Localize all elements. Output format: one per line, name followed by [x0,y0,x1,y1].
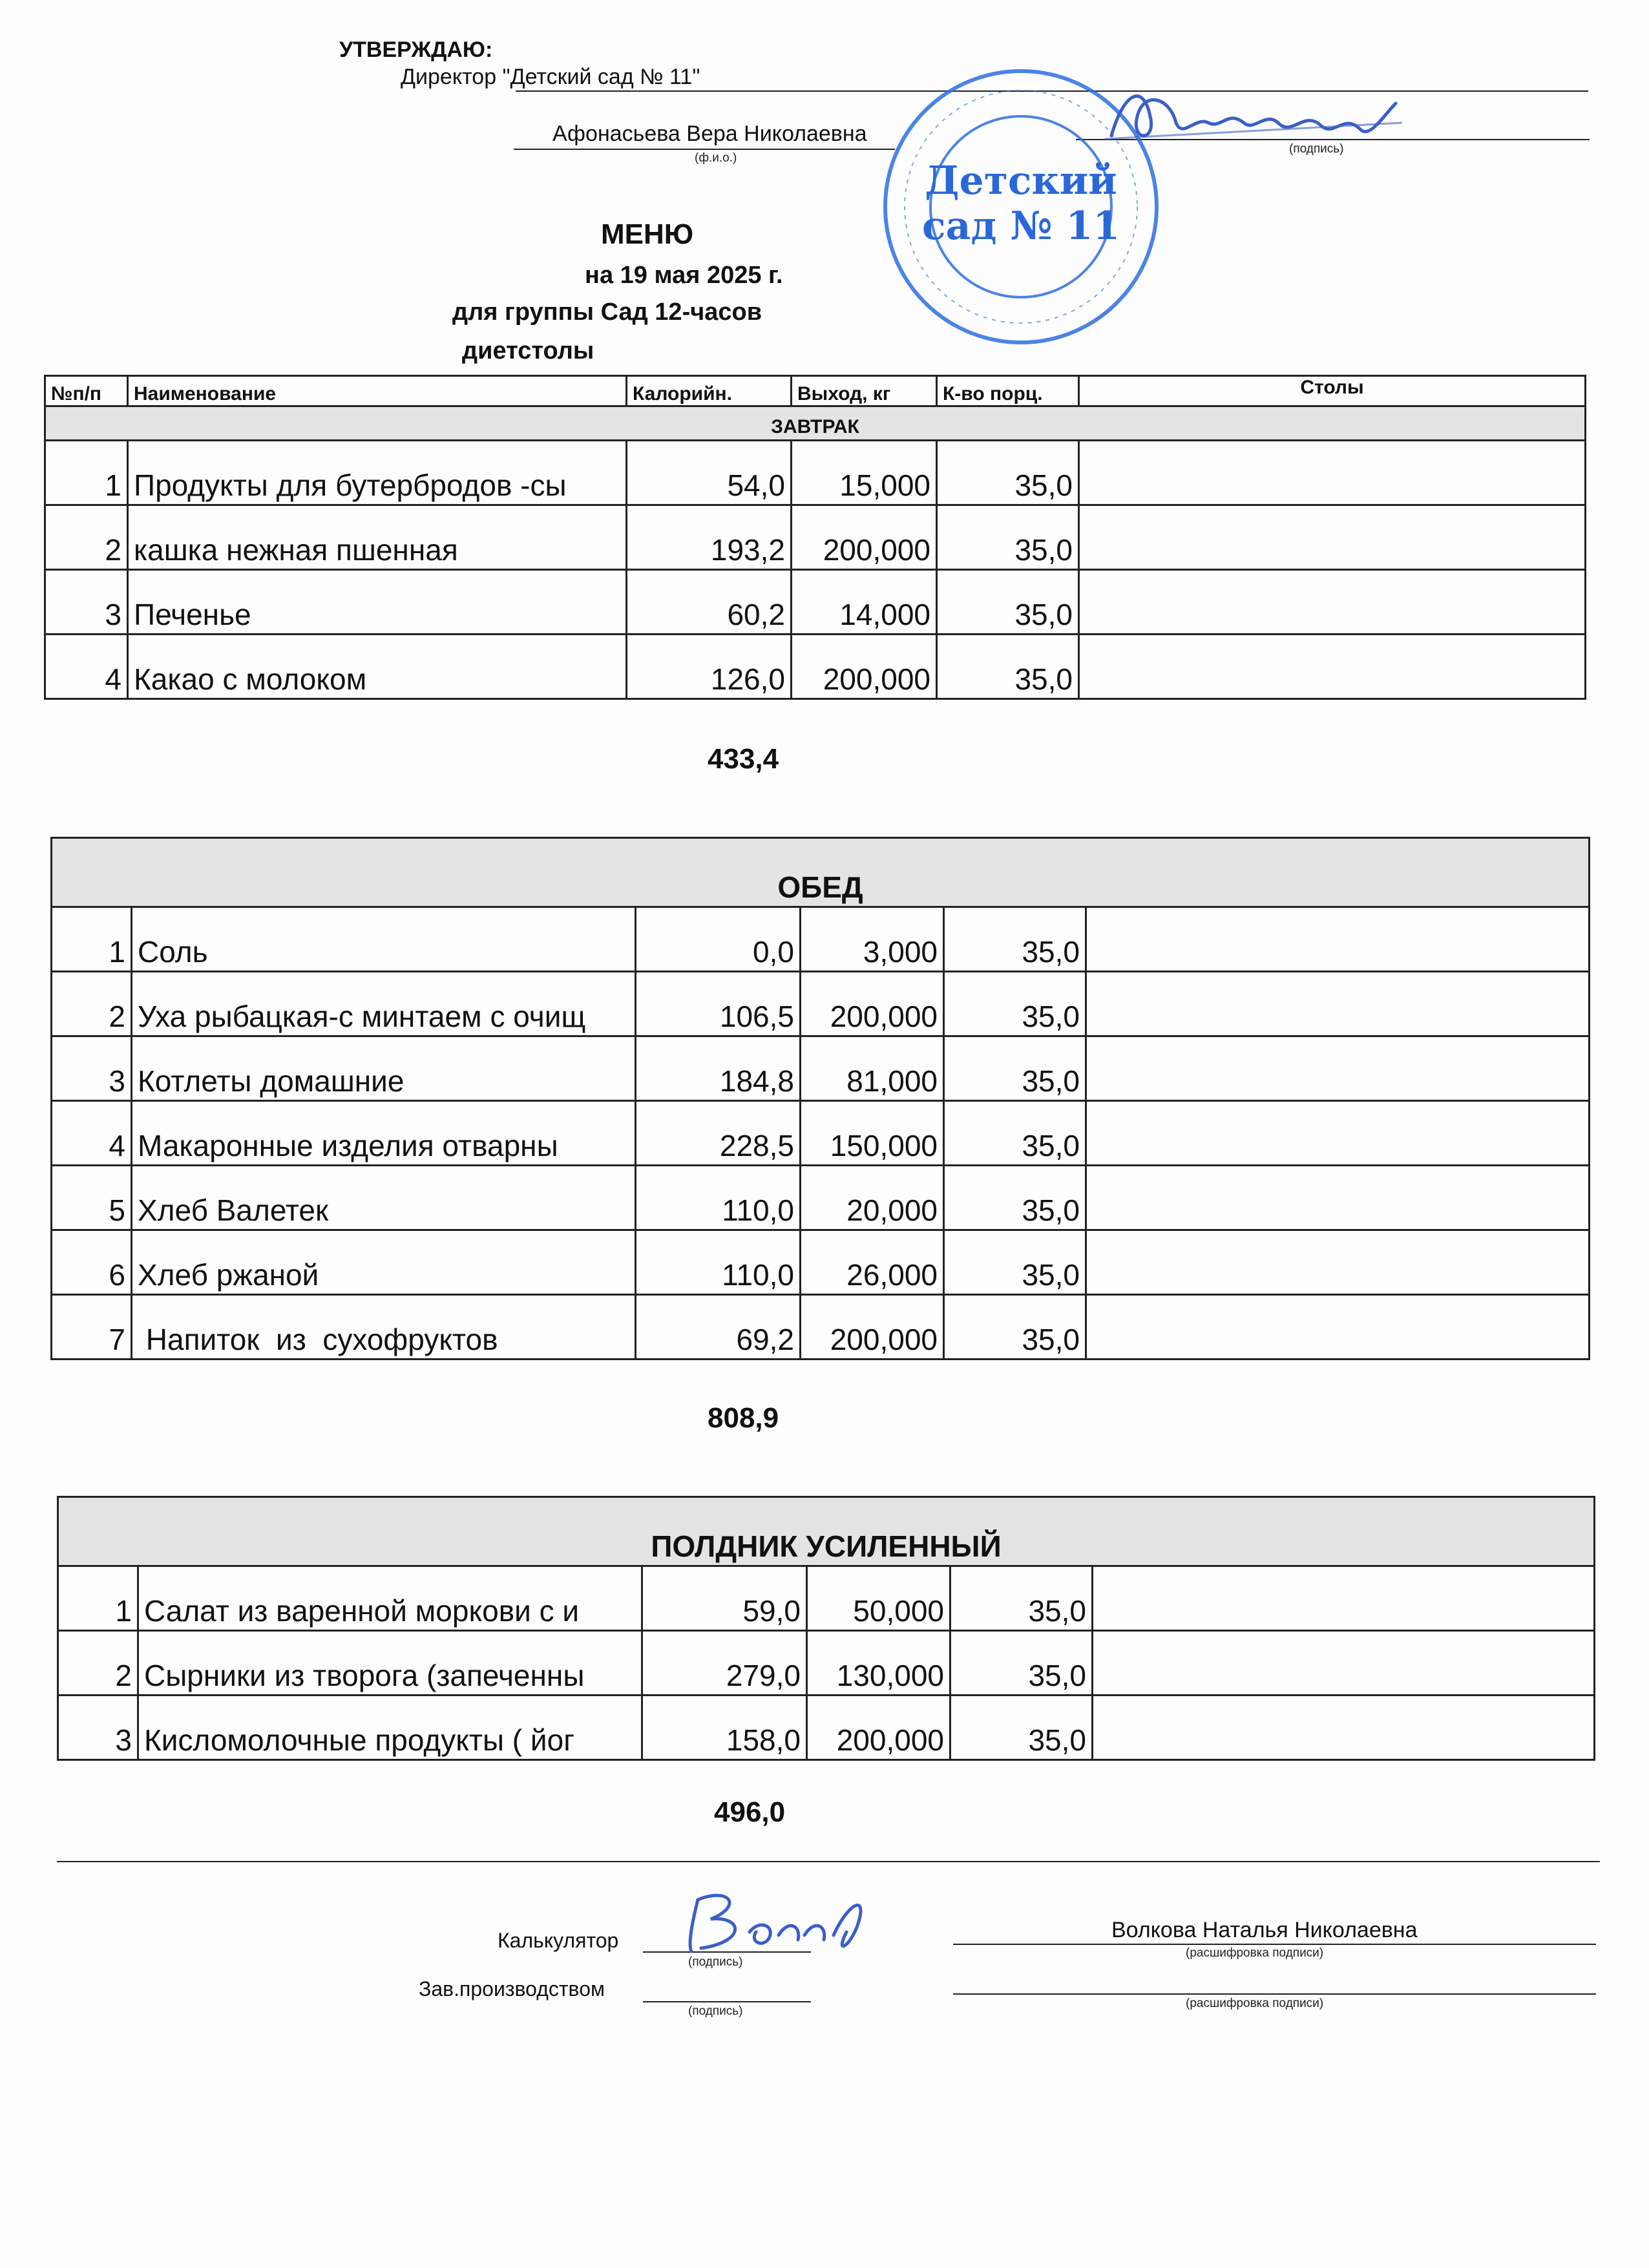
dish-output: 200,000 [792,635,937,699]
table-row [52,1230,1590,1295]
stamp-line1: Детский [925,158,1117,204]
dish-calories: 0,0 [636,907,801,972]
dish-calories: 228,5 [636,1101,801,1166]
dish-calories: 59,0 [642,1566,807,1631]
dish-name: Напиток из сухофруктов [132,1295,636,1360]
col-calories-header: Калорийн. [627,376,792,406]
table-row [45,570,1586,635]
dish-name: Кисломолочные продукты ( йог [138,1696,642,1760]
fio-caption: (ф.и.о.) [695,151,737,165]
snack-total: 496,0 [714,1796,786,1828]
director-name: Афонасьева Вера Николаевна [552,121,867,146]
dish-tables [1086,1166,1590,1230]
menu-diet: диетстолы [462,337,594,364]
row-number: 7 [52,1295,132,1360]
table-row [52,972,1590,1036]
calculator-signature [672,1880,892,1964]
dish-tables [1079,635,1586,699]
dish-output: 200,000 [801,1295,944,1360]
approval-title: УТВЕРЖДАЮ: [339,37,493,62]
dish-name: Сырники из творога (запеченны [138,1631,642,1696]
dish-output: 130,000 [807,1631,951,1696]
dish-calories: 158,0 [642,1696,807,1760]
menu-group: для группы Сад 12-часов [452,299,762,326]
section-row [52,838,1590,907]
calculator-label: Калькулятор [498,1929,619,1952]
production-sign-caption: (подпись) [688,2004,743,2018]
dish-name: кашка нежная пшенная [128,505,627,570]
dish-output: 26,000 [801,1230,944,1295]
dish-name: Макаронные изделия отварны [132,1101,636,1166]
calculator-sign-caption: (подпись) [688,1955,743,1969]
dish-tables [1086,1295,1590,1360]
row-number: 1 [45,441,128,505]
dish-tables [1093,1696,1595,1760]
dish-tables [1086,1101,1590,1166]
footer-divider [57,1861,1600,1862]
production-decode-caption: (расшифровка подписи) [1186,1997,1324,2010]
section-snack-title: ПОЛДНИК УСИЛЕННЫЙ [58,1497,1595,1566]
production-label: Зав.производством [419,1977,605,2000]
dish-tables [1079,505,1586,570]
dish-portions: 35,0 [944,1166,1086,1230]
dish-name: Соль [132,907,636,972]
row-number: 3 [45,570,128,635]
production-sign-line [643,2001,811,2002]
table-row [58,1696,1595,1760]
dish-name: Печенье [128,570,627,635]
table-row [52,1036,1590,1101]
row-number: 5 [52,1166,132,1230]
dish-output: 14,000 [792,570,937,635]
row-number: 3 [58,1696,138,1760]
dish-tables [1086,972,1590,1036]
section-breakfast-title: ЗАВТРАК [45,406,1586,441]
row-number: 2 [52,972,132,1036]
table-row [45,441,1586,505]
dish-calories: 54,0 [627,441,792,505]
dish-portions: 35,0 [944,1101,1086,1166]
breakfast-table [44,375,1586,700]
menu-date: на 19 мая 2025 г. [585,262,783,289]
stamp-line2: сад № 11 [922,204,1120,249]
dish-output: 150,000 [801,1101,944,1166]
table-row [45,635,1586,699]
table-row [58,1566,1595,1631]
table-row [52,907,1590,972]
dish-portions: 35,0 [944,972,1086,1036]
director-signature [1098,78,1409,155]
dish-portions: 35,0 [937,635,1079,699]
calculator-name: Волкова Наталья Николаевна [1111,1918,1418,1942]
col-output-header: Выход, кг [792,376,937,406]
dish-name: Хлеб ржаной [132,1230,636,1295]
dish-output: 200,000 [801,972,944,1036]
dish-portions: 35,0 [937,570,1079,635]
dish-tables [1086,907,1590,972]
dish-calories: 110,0 [636,1230,801,1295]
page-title: МЕНЮ [601,218,694,250]
dish-calories: 126,0 [627,635,792,699]
dish-output: 15,000 [792,441,937,505]
dish-portions: 35,0 [951,1631,1093,1696]
dish-portions: 35,0 [944,1295,1086,1360]
lunch-table [50,837,1590,1360]
section-row [45,406,1586,441]
dish-portions: 35,0 [944,907,1086,972]
dish-name: Котлеты домашние [132,1036,636,1101]
dish-tables [1086,1036,1590,1101]
col-name-header: Наименование [128,376,627,406]
dish-output: 200,000 [792,505,937,570]
dish-calories: 184,8 [636,1036,801,1101]
lunch-total: 808,9 [708,1402,779,1434]
production-decode-line [953,1993,1596,1995]
dish-output: 81,000 [801,1036,944,1101]
dish-portions: 35,0 [951,1566,1093,1631]
section-lunch-title: ОБЕД [52,838,1590,907]
dish-portions: 35,0 [944,1230,1086,1295]
table-row [45,505,1586,570]
row-number: 1 [52,907,132,972]
col-num-header: №п/п [45,376,128,406]
dish-calories: 69,2 [636,1295,801,1360]
table-row [58,1631,1595,1696]
col-portions-header: К-во порц. [937,376,1079,406]
dish-portions: 35,0 [951,1696,1093,1760]
dish-output: 200,000 [807,1696,951,1760]
dish-name: Продукты для бутербродов -сы [128,441,627,505]
row-number: 4 [45,635,128,699]
table-row [52,1166,1590,1230]
dish-calories: 193,2 [627,505,792,570]
dish-calories: 60,2 [627,570,792,635]
dish-name: Какао с молоком [128,635,627,699]
row-number: 4 [52,1101,132,1166]
calculator-decode-line [953,1944,1596,1945]
dish-calories: 110,0 [636,1166,801,1230]
row-number: 1 [58,1566,138,1631]
dish-tables [1093,1631,1595,1696]
snack-table [57,1496,1595,1761]
dish-output: 50,000 [807,1566,951,1631]
section-row [58,1497,1595,1566]
dish-portions: 35,0 [937,505,1079,570]
dish-portions: 35,0 [944,1036,1086,1101]
dish-tables [1093,1566,1595,1631]
dish-calories: 106,5 [636,972,801,1036]
dish-name: Уха рыбацкая-с минтаем с очищ [132,972,636,1036]
dish-name: Хлеб Валетек [132,1166,636,1230]
row-number: 2 [58,1631,138,1696]
dish-tables [1079,441,1586,505]
dish-tables [1079,570,1586,635]
table-row [52,1101,1590,1166]
table-header-row [45,376,1586,406]
name-line [514,149,895,150]
row-number: 6 [52,1230,132,1295]
row-number: 2 [45,505,128,570]
dish-output: 20,000 [801,1166,944,1230]
row-number: 3 [52,1036,132,1101]
col-tables-header: Столы [1079,376,1586,406]
table-row [52,1295,1590,1360]
dish-tables [1086,1230,1590,1295]
dish-portions: 35,0 [937,441,1079,505]
dish-output: 3,000 [801,907,944,972]
dish-name: Салат из варенной моркови с и [138,1566,642,1631]
calculator-decode-caption: (расшифровка подписи) [1186,1946,1324,1960]
approval-position: Директор "Детский сад № 11" [401,65,700,89]
director-sign-caption: (подпись) [1289,142,1344,156]
dish-calories: 279,0 [642,1631,807,1696]
breakfast-total: 433,4 [708,743,779,775]
